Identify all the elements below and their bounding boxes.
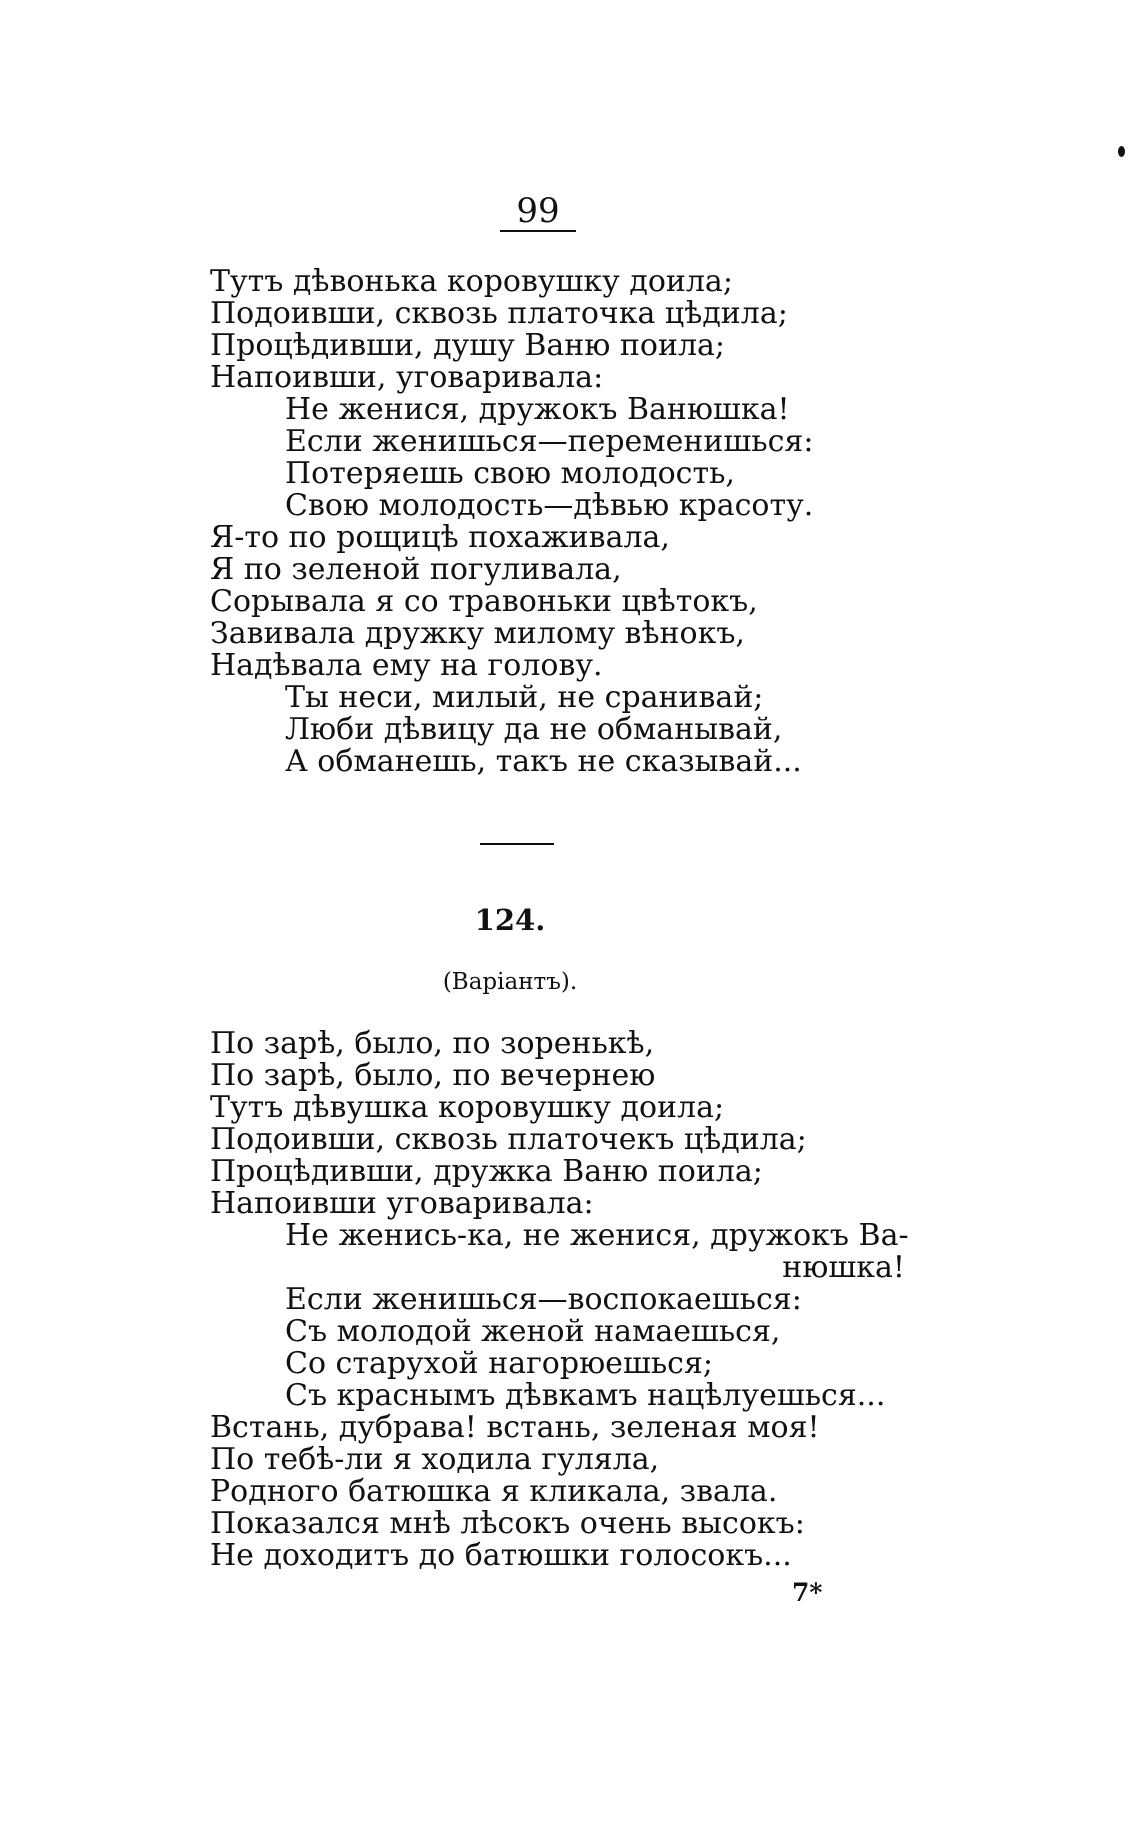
poem-line: Родного батюшка я кликала, звала. [210, 1474, 778, 1509]
poem-line: Не доходитъ до батюшки голосокъ... [210, 1538, 792, 1573]
page-number: 99 [500, 194, 576, 232]
poem-line: По зарѣ, было, по зоренькѣ, [210, 1026, 655, 1061]
poem-line: Встань, дубрава! встань, зеленая моя! [210, 1410, 820, 1445]
poem-line: Подоивши, сквозь платочекъ цѣдила; [210, 1122, 807, 1157]
poem-line: По тебѣ-ли я ходила гуляла, [210, 1442, 660, 1477]
poem-line: Подоивши, сквозь платочка цѣдила; [210, 296, 788, 331]
poem-top [210, 266, 930, 778]
poem-line: А обманешь, такъ не сказывай... [285, 744, 802, 779]
poem-line: Свою молодость—дѣвью красоту. [285, 488, 814, 523]
poem-line: Показался мнѣ лѣсокъ очень высокъ: [210, 1506, 805, 1541]
section-divider [480, 843, 554, 845]
poem-line-continuation: нюшка! [782, 1250, 905, 1285]
poem-line: Напоивши уговаривала: [210, 1186, 594, 1221]
poem-line: Сорывала я со травоньки цвѣтокъ, [210, 584, 758, 619]
poem-line: Съ молодой женой намаешься, [285, 1314, 781, 1349]
poem-line: Если женишься—воспокаешься: [285, 1282, 802, 1317]
poem-line: Процѣдивши, дружка Ваню поила; [210, 1154, 763, 1189]
poem-line: Я по зеленой погуливала, [210, 552, 622, 587]
poem-line: По зарѣ, было, по вечернею [210, 1058, 656, 1093]
poem-line: Не женися, дружокъ Ванюшка! [285, 392, 790, 427]
poem-number: 124. [474, 903, 546, 937]
variant-note: (Варіантъ). [442, 969, 578, 995]
poem-line: Ты неси, милый, не сранивай; [285, 680, 764, 715]
poem-line: Потеряешь свою молодость, [285, 456, 735, 491]
poem-line: Не женись-ка, не женися, дружокъ Ва- [285, 1218, 909, 1253]
poem-line: Люби дѣвицу да не обманывай, [285, 712, 783, 747]
poem-bottom [210, 1028, 930, 1572]
poem-line: Со старухой нагорюешься; [285, 1346, 713, 1381]
signature-mark: 7* [792, 1578, 823, 1607]
poem-line: Съ краснымъ дѣвкамъ нацѣлуешься... [285, 1378, 886, 1413]
poem-line: Я-то по рощицѣ похаживала, [210, 520, 670, 555]
poem-line: Если женишься—переменишься: [285, 424, 814, 459]
poem-line: Тутъ дѣвушка коровушку доила; [210, 1090, 725, 1125]
poem-line: Напоивши, уговаривала: [210, 360, 604, 395]
poem-line: Завивала дружку милому вѣнокъ, [210, 616, 745, 651]
ink-dot [1118, 146, 1125, 157]
poem-line: Надѣвала ему на голову. [210, 648, 603, 683]
poem-line: Процѣдивши, душу Ваню поила; [210, 328, 726, 363]
poem-line: Тутъ дѣвонька коровушку доила; [210, 264, 733, 299]
